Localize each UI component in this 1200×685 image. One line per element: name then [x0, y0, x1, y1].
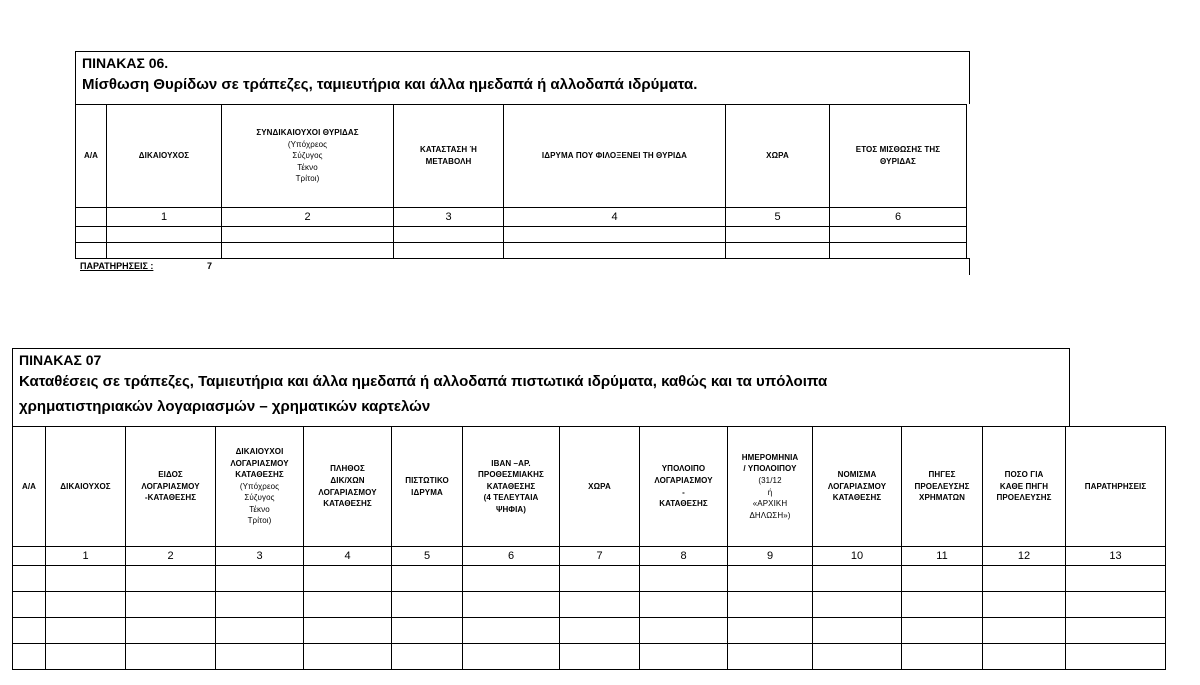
table07-coholders-line-2: ΚΑΤΑΘΕΣΗΣ — [235, 470, 284, 480]
table06-col-coholders — [222, 105, 394, 208]
table-cell[interactable] — [463, 566, 560, 592]
table-cell[interactable] — [728, 644, 813, 670]
table07-num-cell: 1 — [46, 547, 126, 566]
table07-balance-line-1: ΛΟΓΑΡΙΑΣΜΟΥ — [654, 475, 713, 485]
table-cell[interactable] — [216, 592, 304, 618]
table06-num-cell: 6 — [830, 208, 967, 227]
table-cell[interactable] — [560, 566, 640, 592]
table-cell[interactable] — [304, 592, 392, 618]
table07-coholders-line-0: ΔΙΚΑΙΟΥΧΟΙ — [235, 446, 284, 456]
table07-sources-line-0: ΠΗΓΕΣ — [928, 470, 956, 480]
table-cell[interactable] — [107, 227, 222, 243]
table-cell[interactable] — [830, 243, 967, 259]
table-row — [13, 592, 1166, 618]
table06-remarks-label: ΠΑΡΑΤΗΡΗΣΕΙΣ : — [80, 261, 154, 271]
table-row — [76, 227, 967, 243]
table-cell[interactable] — [902, 566, 983, 592]
table-cell[interactable] — [222, 227, 394, 243]
table07-num-cell: 9 — [728, 547, 813, 566]
table07-iban-line-4: ΨΗΦΙΑ) — [495, 504, 527, 514]
table06-remarks-number: 7 — [207, 261, 213, 271]
table-cell[interactable] — [640, 566, 728, 592]
table07-col-currency — [813, 427, 902, 547]
table07-bank-line-1: ΙΔΡΥΜΑ — [411, 487, 443, 497]
table-cell[interactable] — [126, 644, 216, 670]
table-cell[interactable] — [1066, 644, 1166, 670]
table07-num-cell: 13 — [1066, 547, 1166, 566]
table07-num-cell — [13, 547, 46, 566]
table-cell[interactable] — [813, 566, 902, 592]
table-cell[interactable] — [107, 243, 222, 259]
table-cell[interactable] — [46, 592, 126, 618]
table-cell[interactable] — [813, 592, 902, 618]
table-cell[interactable] — [902, 592, 983, 618]
table07-col-country: ΧΩΡΑ — [560, 427, 640, 547]
table-cell[interactable] — [126, 618, 216, 644]
table06-num-cell: 2 — [222, 208, 394, 227]
table-cell[interactable] — [13, 592, 46, 618]
table-cell[interactable] — [640, 592, 728, 618]
table-cell[interactable] — [1066, 566, 1166, 592]
table07-balance-line-3: ΚΑΤΑΘΕΣΗΣ — [659, 499, 708, 509]
table-row — [13, 644, 1166, 670]
table07-date-sub-2: «ΑΡΧΙΚΗ — [752, 499, 788, 509]
table07-iban-line-1: ΠΡΟΘΕΣΜΙΑΚΗΣ — [478, 470, 544, 480]
table-cell[interactable] — [13, 618, 46, 644]
table07-currency-line-1: ΛΟΓΑΡΙΑΣΜΟΥ — [827, 481, 887, 491]
table07-coholders-sub-3: Τρίτοι) — [247, 516, 272, 526]
table-cell[interactable] — [1066, 618, 1166, 644]
table06-coholders-sub-1: Σύζυγος — [292, 151, 323, 161]
table07-col-date — [728, 427, 813, 547]
table07-col-count — [304, 427, 392, 547]
table07-num-cell: 11 — [902, 547, 983, 566]
table07-num-cell: 8 — [640, 547, 728, 566]
table07-currency-line-2: ΚΑΤΑΘΕΣΗΣ — [832, 493, 882, 503]
table-cell[interactable] — [983, 618, 1066, 644]
table06-coholders-sub-3: Τρίτοι) — [295, 174, 320, 184]
table07-col-iban — [463, 427, 560, 547]
table06-number-row — [76, 208, 967, 227]
table07-type-line-1: ΛΟΓΑΡΙΑΣΜΟΥ — [141, 481, 200, 491]
table-cell[interactable] — [216, 644, 304, 670]
table-cell[interactable] — [392, 644, 463, 670]
table07-col-balance — [640, 427, 728, 547]
table-cell[interactable] — [392, 618, 463, 644]
table-cell[interactable] — [13, 644, 46, 670]
table07-count-line-1: ΔΙΚ/ΧΩΝ — [330, 475, 365, 485]
table-cell[interactable] — [728, 592, 813, 618]
table07-date-line-0: ΗΜΕΡΟΜΗΝΙΑ — [741, 452, 799, 462]
table06-col-status — [394, 105, 504, 208]
table06-num-cell — [76, 208, 107, 227]
table-cell[interactable] — [46, 618, 126, 644]
table-cell[interactable] — [304, 644, 392, 670]
table06-header-row — [76, 105, 967, 208]
table07-count-line-2: ΛΟΓΑΡΙΑΣΜΟΥ — [318, 487, 377, 497]
table07-date-sub-0: (31/12 — [758, 475, 782, 485]
table-cell[interactable] — [728, 618, 813, 644]
table-cell[interactable] — [560, 644, 640, 670]
table06-num-cell: 3 — [394, 208, 504, 227]
table-cell[interactable] — [640, 644, 728, 670]
table07-balance-line-0: ΥΠΟΛΟΙΠΟ — [661, 464, 706, 474]
table-cell[interactable] — [222, 243, 394, 259]
table07-num-cell: 7 — [560, 547, 640, 566]
table-cell[interactable] — [560, 592, 640, 618]
table07-num-cell: 5 — [392, 547, 463, 566]
table-cell[interactable] — [304, 618, 392, 644]
table-cell[interactable] — [726, 227, 830, 243]
table07-bank-line-0: ΠΙΣΤΩΤΙΚΟ — [405, 475, 449, 485]
table06-grid — [75, 104, 967, 259]
table07-number-row — [13, 547, 1166, 566]
table07-grid — [12, 426, 1166, 670]
table-cell[interactable] — [640, 618, 728, 644]
table-cell[interactable] — [726, 243, 830, 259]
table-cell[interactable] — [983, 566, 1066, 592]
table-cell[interactable] — [560, 618, 640, 644]
table06-num-cell: 1 — [107, 208, 222, 227]
table07-iban-line-3: (4 ΤΕΛΕΥΤΑΙΑ — [483, 493, 539, 503]
table07-coholders-line-1: ΛΟΓΑΡΙΑΣΜΟΥ — [230, 458, 289, 468]
table-cell[interactable] — [902, 644, 983, 670]
table07-type-line-0: ΕΙΔΟΣ — [158, 470, 183, 480]
table-cell[interactable] — [830, 227, 967, 243]
table06-coholders-sub-0: (Υπόχρεος — [287, 139, 328, 149]
table06-num-cell: 4 — [504, 208, 726, 227]
table07-header-row — [13, 427, 1166, 547]
table06-col-holder: ΔΙΚΑΙΟΥΧΟΣ — [107, 105, 222, 208]
table07-col-remarks: ΠΑΡΑΤΗΡΗΣΕΙΣ — [1066, 427, 1166, 547]
table07-num-cell: 2 — [126, 547, 216, 566]
table07-title-line1: Καταθέσεις σε τράπεζες, Ταμιευτήρια και άλλα ημεδαπά ή αλλοδαπά πιστωτικά ιδρύματα, καθώς και τα υπόλοιπα — [19, 373, 828, 390]
table07-code: ΠΙΝΑΚΑΣ 07 — [19, 352, 102, 368]
table07-balance-line-2: - — [682, 487, 685, 497]
table-cell[interactable] — [504, 227, 726, 243]
table07-col-holder: ΔΙΚΑΙΟΥΧΟΣ — [46, 427, 126, 547]
table-cell[interactable] — [394, 243, 504, 259]
table07-col-aa: Α/Α — [13, 427, 46, 547]
table06-year-line-0: ΕΤΟΣ ΜΙΣΘΩΣΗΣ ΤΗΣ — [855, 145, 941, 155]
table07-amount-line-0: ΠΟΣΟ ΓΙΑ — [1004, 470, 1044, 480]
table-cell[interactable] — [46, 566, 126, 592]
table07-num-cell: 10 — [813, 547, 902, 566]
table07-amount-line-1: ΚΑΘΕ ΠΗΓΗ — [999, 481, 1049, 491]
table06-year-line-1: ΘΥΡΙΔΑΣ — [880, 157, 916, 166]
table07-num-cell: 12 — [983, 547, 1066, 566]
table-cell[interactable] — [463, 644, 560, 670]
table07-title-line2: χρηματιστηριακών λογαριασμών – χρηματικών καρτελών — [19, 398, 431, 415]
table07-coholders-sub-0: (Υπόχρεος — [239, 481, 280, 491]
table-cell[interactable] — [394, 227, 504, 243]
table07-date-sub-1: ή — [767, 487, 773, 497]
table07-iban-line-2: ΚΑΤΑΘΕΣΗΣ — [486, 481, 536, 491]
table07-currency-line-0: ΝΟΜΙΣΜΑ — [837, 470, 877, 480]
table07-num-cell: 3 — [216, 547, 304, 566]
table06-coholders-sub-2: Τέκνο — [297, 162, 318, 172]
table-cell[interactable] — [216, 618, 304, 644]
table07-num-cell: 6 — [463, 547, 560, 566]
table07-count-line-0: ΠΛΗΘΟΣ — [330, 464, 365, 474]
table07-date-line-1: / ΥΠΟΛΟΙΠΟΥ — [743, 464, 797, 474]
table06-col-institution: ΙΔΡΥΜΑ ΠΟΥ ΦΙΛΟΞΕΝΕΙ ΤΗ ΘΥΡΙΔΑ — [504, 105, 726, 208]
table-cell[interactable] — [813, 618, 902, 644]
table07-col-coholders — [216, 427, 304, 547]
table07-type-line-2: -ΚΑΤΑΘΕΣΗΣ — [144, 493, 197, 503]
table07-iban-line-0: IBAN –ΑΡ. — [491, 458, 531, 468]
table07-num-cell: 4 — [304, 547, 392, 566]
table07-col-sources — [902, 427, 983, 547]
table06-remarks-strip — [75, 258, 970, 275]
table-cell[interactable] — [728, 566, 813, 592]
table07-coholders-sub-2: Τέκνο — [249, 504, 270, 514]
table07-col-bank — [392, 427, 463, 547]
table07-date-sub-3: ΔΗΛΩΣΗ») — [749, 510, 791, 520]
table-cell[interactable] — [13, 566, 46, 592]
table07-col-type — [126, 427, 216, 547]
table-cell[interactable] — [463, 592, 560, 618]
table-cell[interactable] — [504, 243, 726, 259]
table06-code: ΠΙΝΑΚΑΣ 06. — [82, 55, 169, 71]
table06-coholders-label: ΣΥΝΔΙΚΑΙΟΥΧΟΙ ΘΥΡΙΔΑΣ — [256, 128, 359, 138]
table-cell[interactable] — [126, 592, 216, 618]
table-cell[interactable] — [1066, 592, 1166, 618]
table-cell[interactable] — [392, 566, 463, 592]
table06-col-aa: Α/Α — [76, 105, 107, 208]
table-row — [76, 243, 967, 259]
table-cell[interactable] — [983, 592, 1066, 618]
table-row — [13, 566, 1166, 592]
table07-count-line-3: ΚΑΤΑΘΕΣΗΣ — [323, 499, 372, 509]
table07-title-box — [12, 348, 1070, 426]
table07-sources-line-1: ΠΡΟΕΛΕΥΣΗΣ — [914, 481, 970, 491]
table-row — [13, 618, 1166, 644]
table07-amount-line-2: ΠΡΟΕΛΕΥΣΗΣ — [996, 493, 1052, 503]
table06-num-cell: 5 — [726, 208, 830, 227]
table06-title-box — [75, 51, 970, 104]
table06-title: Μίσθωση Θυρίδων σε τράπεζες, ταμιευτήρια και άλλα ημεδαπά ή αλλοδαπά ιδρύματα. — [82, 76, 698, 93]
table06-status-line-0: ΚΑΤΑΣΤΑΣΗ Ή — [420, 145, 477, 155]
table-cell[interactable] — [304, 566, 392, 592]
table-cell[interactable] — [126, 566, 216, 592]
table07-sources-line-2: ΧΡΗΜΑΤΩΝ — [919, 493, 965, 503]
table07-col-amount — [983, 427, 1066, 547]
table-cell[interactable] — [46, 644, 126, 670]
table-cell[interactable] — [76, 227, 107, 243]
table-cell[interactable] — [983, 644, 1066, 670]
table-cell[interactable] — [392, 592, 463, 618]
table-cell[interactable] — [76, 243, 107, 259]
table07-coholders-sub-1: Σύζυγος — [244, 493, 275, 503]
table06-col-country: ΧΩΡΑ — [726, 105, 830, 208]
table-cell[interactable] — [463, 618, 560, 644]
table06-col-year — [830, 105, 967, 208]
table06-status-line-1: ΜΕΤΑΒΟΛΗ — [425, 157, 472, 166]
table-cell[interactable] — [216, 566, 304, 592]
table-cell[interactable] — [813, 644, 902, 670]
table-cell[interactable] — [902, 618, 983, 644]
